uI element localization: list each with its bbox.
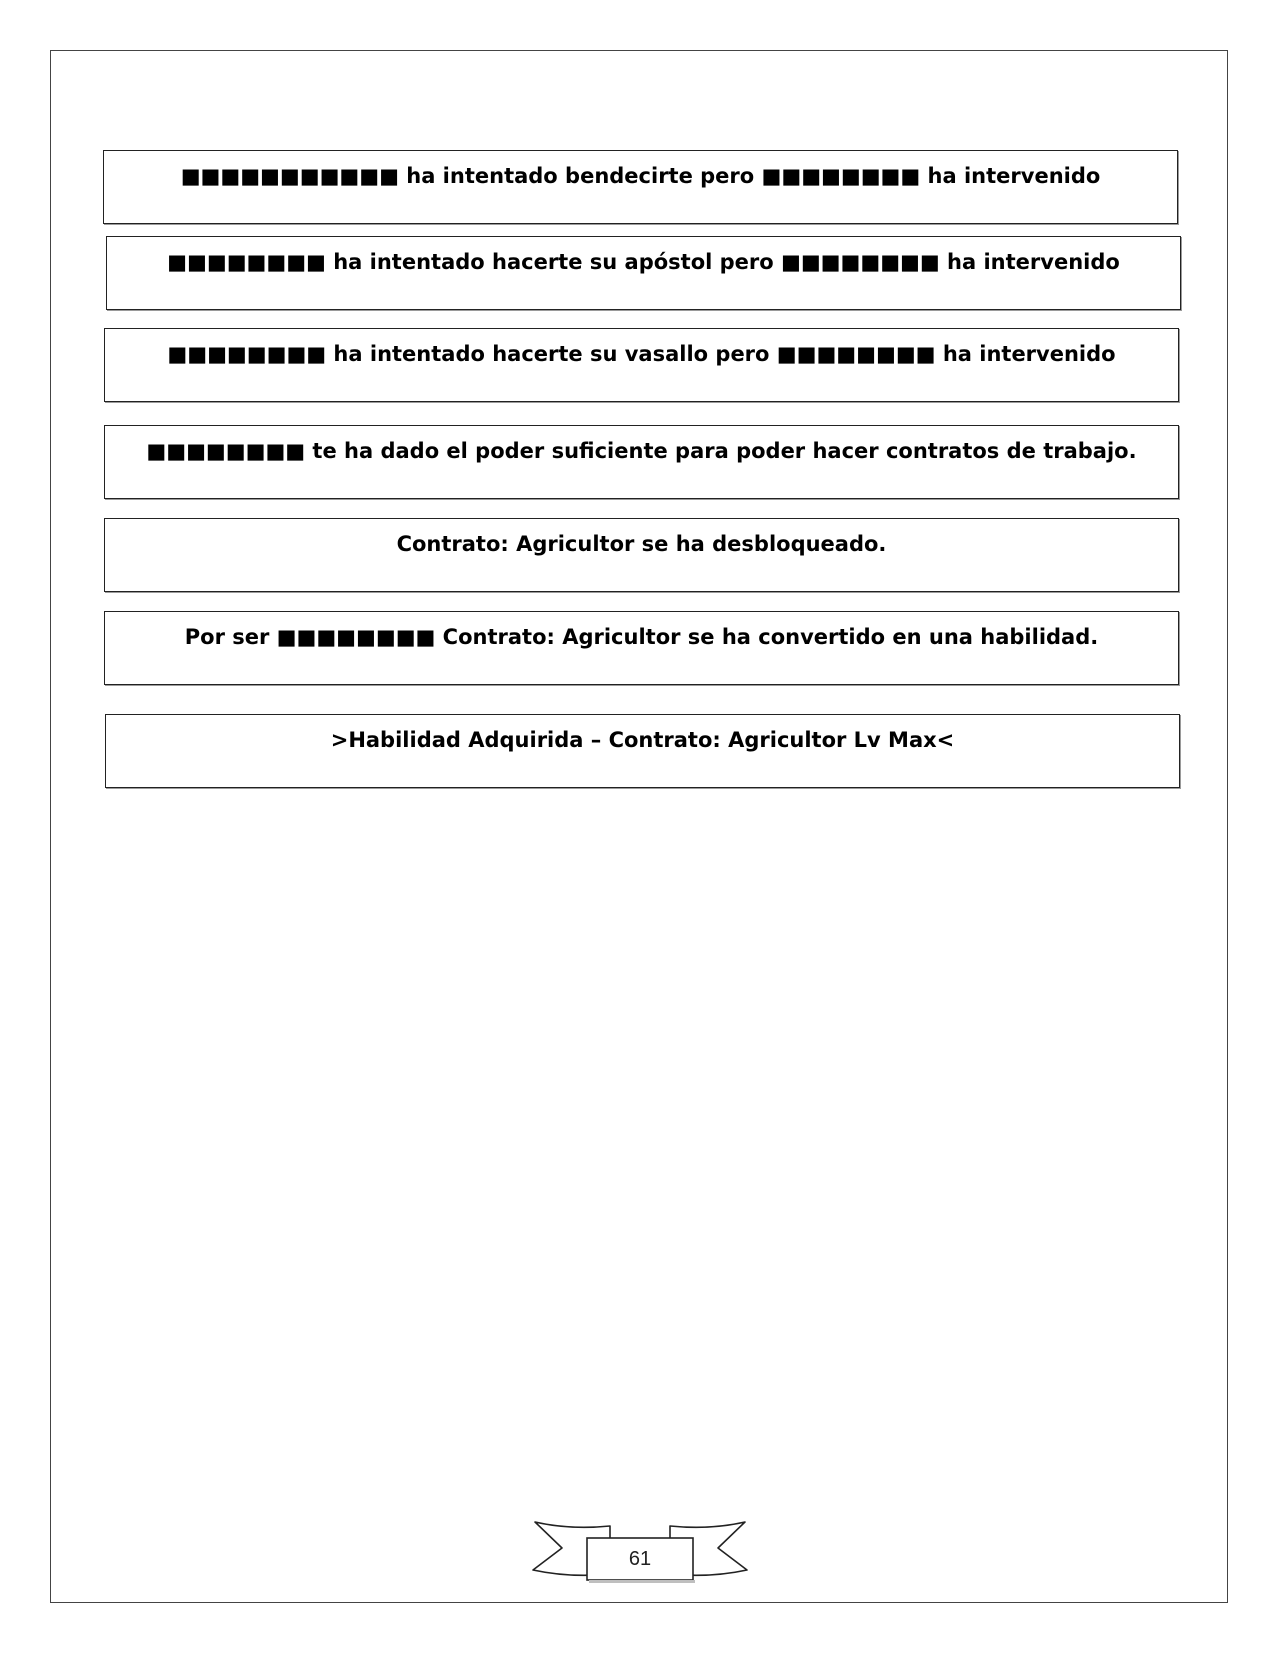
message-box-skill-acquired bbox=[105, 714, 1180, 788]
message-text: >Habilidad Adquirida – Contrato: Agricultor Lv Max< bbox=[330, 728, 955, 752]
page-number: 61 bbox=[628, 1548, 652, 1570]
message-box-skill-converted bbox=[104, 611, 1179, 685]
message-text: ■■■■■■■■■■■ ha intentado bendecirte pero ■■■■■■■■ ha intervenido bbox=[180, 164, 1101, 188]
message-text: Por ser ■■■■■■■■ Contrato: Agricultor se ha convertido en una habilidad. bbox=[184, 625, 1099, 649]
message-box-contract-unlocked bbox=[104, 518, 1179, 592]
message-box-power-granted bbox=[104, 425, 1179, 499]
message-text: Contrato: Agricultor se ha desbloqueado. bbox=[396, 532, 887, 556]
message-text: ■■■■■■■■ te ha dado el poder suficiente para poder hacer contratos de trabajo. bbox=[146, 439, 1137, 463]
message-box-apostle bbox=[106, 236, 1181, 310]
message-text: ■■■■■■■■ ha intentado hacerte su apóstol pero ■■■■■■■■ ha intervenido bbox=[167, 250, 1120, 274]
message-text: ■■■■■■■■ ha intentado hacerte su vasallo pero ■■■■■■■■ ha intervenido bbox=[167, 342, 1116, 366]
message-box-vassal bbox=[104, 328, 1179, 402]
message-box-blessing bbox=[103, 150, 1178, 224]
